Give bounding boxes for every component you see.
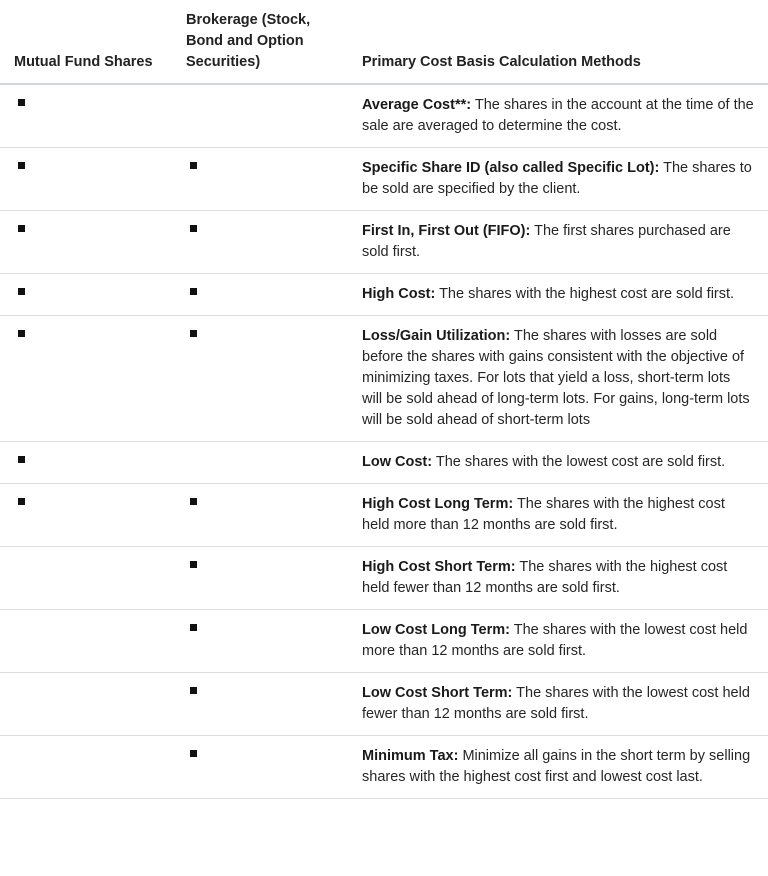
brokerage-cell	[174, 484, 348, 547]
method-description: The shares with the lowest cost are sold first.	[435, 454, 726, 470]
table-header	[0, 0, 768, 84]
table-row	[0, 84, 768, 148]
brokerage-cell	[174, 736, 348, 799]
method-description: The shares with losses are sold before the shares with gains consistent with the objective of minimizing taxes. For lots that yield a loss, short-term lots will be sold ahead of long-term lots. For gains, long-term lots will be sold ahead of short-term lots	[362, 328, 750, 428]
method-term: High Cost Short Term:	[362, 559, 516, 575]
method-description: The shares with the lowest cost held fewer than 12 months are sold first.	[362, 685, 750, 722]
filled-square-icon	[18, 99, 25, 106]
header-methods: Primary Cost Basis Calculation Methods	[348, 0, 768, 84]
brokerage-cell	[174, 316, 348, 442]
method-term: High Cost Long Term:	[362, 496, 514, 512]
filled-square-icon	[190, 225, 197, 232]
mutual-fund-cell	[0, 148, 174, 211]
method-description: The shares with the lowest cost held more than 12 months are sold first.	[362, 622, 748, 659]
header-row	[0, 0, 768, 84]
table-row	[0, 610, 768, 673]
table-row	[0, 484, 768, 547]
mutual-fund-cell	[0, 211, 174, 274]
method-description: The shares to be sold are specified by the client.	[362, 160, 752, 197]
brokerage-cell	[174, 274, 348, 316]
mutual-fund-cell	[0, 442, 174, 484]
brokerage-cell	[174, 211, 348, 274]
method-description-cell	[348, 148, 768, 211]
method-description: The shares with the highest cost held more than 12 months are sold first.	[362, 496, 725, 533]
brokerage-cell	[174, 673, 348, 736]
table-row	[0, 673, 768, 736]
table-row	[0, 211, 768, 274]
filled-square-icon	[190, 750, 197, 757]
table-row	[0, 442, 768, 484]
method-description-cell	[348, 316, 768, 442]
method-description: The shares with the highest cost are sold first.	[439, 286, 735, 302]
method-description: The shares with the highest cost held fewer than 12 months are sold first.	[362, 559, 728, 596]
filled-square-icon	[18, 456, 25, 463]
method-description-cell	[348, 84, 768, 148]
method-term: Low Cost Long Term:	[362, 622, 510, 638]
method-description-cell	[348, 484, 768, 547]
table-row	[0, 736, 768, 799]
method-description: The shares in the account at the time of the sale are averaged to determine the cost.	[362, 97, 754, 134]
method-description: Minimize all gains in the short term by selling shares with the highest cost first and lowest cost last.	[362, 748, 751, 785]
method-description-cell	[348, 274, 768, 316]
filled-square-icon	[18, 162, 25, 169]
mutual-fund-cell	[0, 736, 174, 799]
table-body	[0, 84, 768, 799]
brokerage-cell	[174, 610, 348, 673]
method-term: Low Cost Short Term:	[362, 685, 513, 701]
method-description-cell	[348, 673, 768, 736]
method-term: Minimum Tax:	[362, 748, 459, 764]
method-description-cell	[348, 442, 768, 484]
filled-square-icon	[190, 498, 197, 505]
brokerage-cell	[174, 547, 348, 610]
brokerage-cell	[174, 442, 348, 484]
method-term: Specific Share ID (also called Specific Lot):	[362, 160, 660, 176]
filled-square-icon	[18, 225, 25, 232]
method-description-cell	[348, 610, 768, 673]
filled-square-icon	[190, 330, 197, 337]
method-term: Average Cost**:	[362, 97, 472, 113]
filled-square-icon	[190, 561, 197, 568]
table-row	[0, 547, 768, 610]
filled-square-icon	[190, 162, 197, 169]
filled-square-icon	[190, 687, 197, 694]
method-term: First In, First Out (FIFO):	[362, 223, 531, 239]
filled-square-icon	[190, 288, 197, 295]
mutual-fund-cell	[0, 84, 174, 148]
brokerage-cell	[174, 84, 348, 148]
mutual-fund-cell	[0, 673, 174, 736]
method-term: Low Cost:	[362, 454, 433, 470]
filled-square-icon	[190, 624, 197, 631]
mutual-fund-cell	[0, 316, 174, 442]
method-term: Loss/Gain Utilization:	[362, 328, 511, 344]
table-row	[0, 148, 768, 211]
method-description: The first shares purchased are sold first.	[362, 223, 731, 260]
mutual-fund-cell	[0, 274, 174, 316]
table-row	[0, 316, 768, 442]
table-row	[0, 274, 768, 316]
method-term: High Cost:	[362, 286, 436, 302]
brokerage-cell	[174, 148, 348, 211]
header-mutual-fund: Mutual Fund Shares	[0, 0, 174, 84]
method-description-cell	[348, 736, 768, 799]
method-description-cell	[348, 547, 768, 610]
mutual-fund-cell	[0, 484, 174, 547]
mutual-fund-cell	[0, 610, 174, 673]
filled-square-icon	[18, 330, 25, 337]
filled-square-icon	[18, 288, 25, 295]
header-brokerage: Brokerage (Stock, Bond and Option Securities)	[174, 0, 348, 84]
mutual-fund-cell	[0, 547, 174, 610]
filled-square-icon	[18, 498, 25, 505]
method-description-cell	[348, 211, 768, 274]
